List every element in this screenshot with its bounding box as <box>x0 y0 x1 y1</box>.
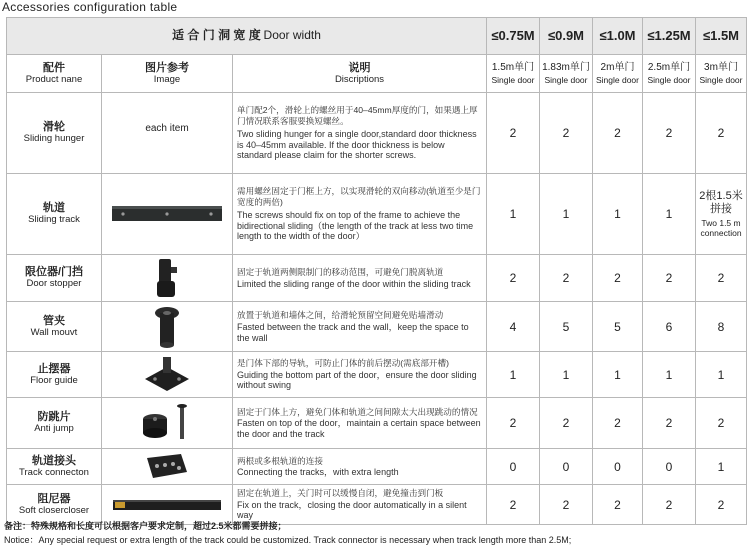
qty-cell: 2 <box>643 398 696 449</box>
table-row <box>7 352 747 398</box>
door-stopper-icon <box>152 257 182 299</box>
part-name: 管夹 Wall mouvt <box>7 302 102 352</box>
width-1: ≤0.9M <box>540 18 593 55</box>
single-door-2: 2m单门 Single door <box>593 55 643 93</box>
qty-cell: 6 <box>643 302 696 352</box>
qty-cell: 1 <box>593 352 643 398</box>
part-description: 是门体下部的导轨，可防止门体的前后摆动(需底部开槽) Guiding the bottom part of the door，ensure the door sliding without swing <box>233 352 487 398</box>
qty-cell: 2 <box>540 255 593 302</box>
qty-cell: 2 <box>487 398 540 449</box>
wall-mount-icon <box>151 305 183 349</box>
qty-cell: 2 <box>643 93 696 174</box>
width-4: ≤1.5M <box>696 18 747 55</box>
qty-cell: 2 <box>643 485 696 525</box>
qty-cell: 1 <box>696 449 747 485</box>
qty-cell: 2 <box>696 255 747 302</box>
part-image <box>102 398 233 449</box>
accessories-table <box>6 17 747 525</box>
qty-cell: 2 <box>643 255 696 302</box>
qty-cell: 2 <box>593 93 643 174</box>
qty-cell: 1 <box>696 352 747 398</box>
qty-cell: 1 <box>487 174 540 255</box>
qty-cell: 2 <box>696 485 747 525</box>
part-name: 轨道接头 Track connecton <box>7 449 102 485</box>
qty-cell: 4 <box>487 302 540 352</box>
qty-cell: 0 <box>487 449 540 485</box>
qty-cell: 0 <box>643 449 696 485</box>
single-door-1: 1.83m单门 Single door <box>540 55 593 93</box>
column-header-row <box>7 55 747 93</box>
qty-cell: 2 <box>540 485 593 525</box>
table-row <box>7 302 747 352</box>
part-name: 轨道 Sliding track <box>7 174 102 255</box>
qty-cell: 1 <box>643 352 696 398</box>
part-name: 滑轮 Sliding hunger <box>7 93 102 174</box>
part-description: 固定于门体上方，避免门体和轨道之间间隙太大出现跳动的情况 Fasten on top of the door，maintain a certain space between the door and the track <box>233 398 487 449</box>
floor-guide-icon <box>143 355 191 395</box>
col-part: 配件 Product nane <box>7 55 102 93</box>
single-door-3: 2.5m单门 Single door <box>643 55 696 93</box>
part-description: 放置于轨道和墙体之间，给滑轮预留空间避免贴墙滑动 Fasted between the track and the wall，keep the space to the wall <box>233 302 487 352</box>
door-width-header <box>7 18 487 55</box>
col-desc: 说明 Discriptions <box>233 55 487 93</box>
qty-cell: 2 <box>487 93 540 174</box>
qty-cell: 2 <box>593 398 643 449</box>
table-title: Accessories configuration table <box>2 0 178 14</box>
part-image <box>102 93 233 174</box>
part-description: 两根或多根轨道的连接 Connecting the tracks，with extra length <box>233 449 487 485</box>
part-image <box>102 352 233 398</box>
table-row <box>7 174 747 255</box>
door-width-row <box>7 18 747 55</box>
door-width-zh: 适 合 门 洞 宽 度 <box>172 28 261 42</box>
qty-cell: 2 <box>696 93 747 174</box>
table-row <box>7 255 747 302</box>
table-row <box>7 398 747 449</box>
qty-cell: 1 <box>540 352 593 398</box>
part-name: 防跳片 Anti jump <box>7 398 102 449</box>
qty-cell: 2 <box>487 485 540 525</box>
part-description: 固定在轨道上，关门时可以缓慢自闭，避免撞击到门板 Fix on the track，closing the door automatically in a silent way <box>233 485 487 525</box>
part-image <box>102 449 233 485</box>
door-width-en: Door width <box>263 28 321 42</box>
single-door-0: 1.5m单门 Single door <box>487 55 540 93</box>
part-description: 单门配2个，滑轮上的螺丝用于40–45mm厚度的门，如果遇上厚门情况联系客服要换短螺丝。 Two sliding hunger for a single door,standard door thickness is 40–45mm available. If the door thickness is below standard please claim for the shorter screws. <box>233 93 487 174</box>
part-image <box>102 302 233 352</box>
sliding-track-icon <box>111 203 223 225</box>
qty-cell: 2 <box>593 255 643 302</box>
track-connector-icon <box>143 452 191 482</box>
qty-cell: 2 <box>487 255 540 302</box>
qty-cell: 2 <box>540 398 593 449</box>
notes-zh: 备注：特殊规格和长度可以根据客户要求定制，超过2.5米都需要拼接； <box>4 521 287 531</box>
qty-cell: 2 <box>696 398 747 449</box>
soft-closer-icon <box>111 497 223 513</box>
table-row <box>7 449 747 485</box>
part-image <box>102 174 233 255</box>
notes <box>4 519 746 547</box>
qty-cell: 2 <box>540 93 593 174</box>
qty-cell: 8 <box>696 302 747 352</box>
image-text: each item <box>145 123 189 134</box>
anti-jump-icon <box>137 401 197 445</box>
qty-cell: 5 <box>540 302 593 352</box>
qty-cell: 1 <box>540 174 593 255</box>
qty-cell: 2 <box>593 485 643 525</box>
part-name: 限位器/门挡 Door stopper <box>7 255 102 302</box>
qty-cell: 0 <box>540 449 593 485</box>
qty-cell: 1 <box>487 352 540 398</box>
qty-cell: 2根1.5米拼接 Two 1.5 m connection <box>696 174 747 255</box>
table-row <box>7 93 747 174</box>
qty-cell: 1 <box>593 174 643 255</box>
col-image: 图片参考 Image <box>102 55 233 93</box>
qty-cell: 1 <box>643 174 696 255</box>
width-0: ≤0.75M <box>487 18 540 55</box>
part-image <box>102 255 233 302</box>
part-name: 止摆器 Floor guide <box>7 352 102 398</box>
part-name: 阻尼器 Soft closercloser <box>7 485 102 525</box>
width-3: ≤1.25M <box>643 18 696 55</box>
qty-cell: 0 <box>593 449 643 485</box>
part-description: 需用螺丝固定于门框上方，以实现滑轮的双向移动(轨道至少是门宽度的两倍) The screws should fix on top of the frame to achieve the bidirectional sliding（the length of the track at less two time length to the width of the door） <box>233 174 487 255</box>
qty-cell: 5 <box>593 302 643 352</box>
single-door-4: 3m单门 Single door <box>696 55 747 93</box>
part-description: 固定于轨道两侧限制门的移动范围，可避免门脱离轨道 Limited the sliding range of the door within the sliding track <box>233 255 487 302</box>
notes-en: Notice：Any special request or extra length of the track could be customized. Track connector is necessary when track length more than 2.5M; <box>4 535 572 545</box>
width-2: ≤1.0M <box>593 18 643 55</box>
